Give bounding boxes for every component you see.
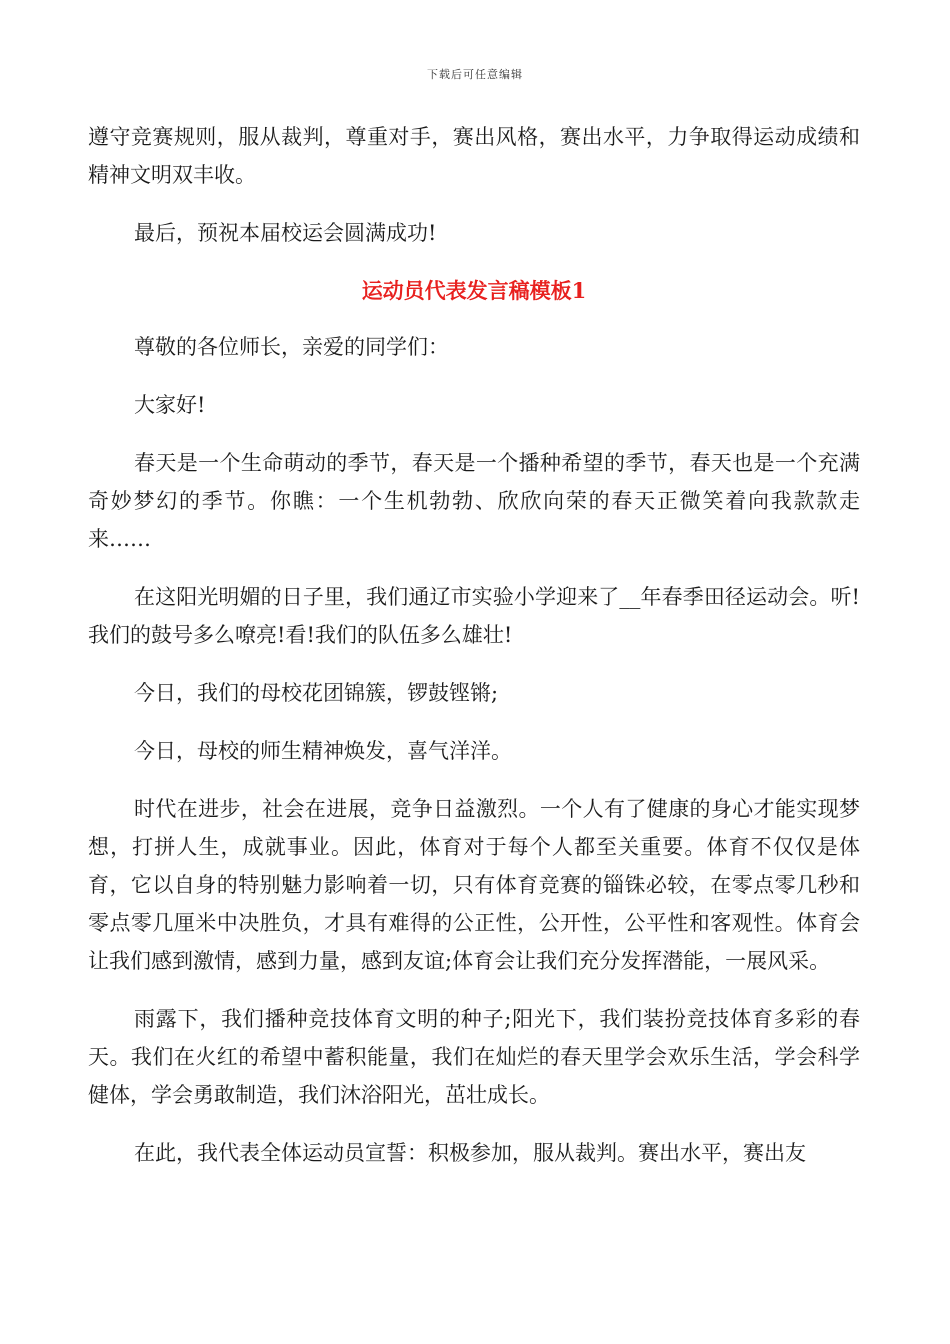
paragraph-7: 今日，我们的母校花团锦簇，锣鼓铿锵; <box>134 681 499 705</box>
paragraph-10: 雨露下，我们播种竞技体育文明的种子;阳光下，我们装扮竞技体育多彩的春天。我们在火红的希望中蓄积能量，我们在灿烂的春天里学会欢乐生活，学会科学健体，学会勇敢制造，我们沐浴阳光，茁壮成长。 <box>88 1007 860 1107</box>
paragraph-6: 在这阳光明媚的日子里，我们通辽市实验小学迎来了__年春季田径运动会。听!我们的鼓号多么嘹亮!看!我们的队伍多么雄壮! <box>88 585 860 647</box>
paragraph-salutation: 尊敬的各位师长，亲爱的同学们： <box>134 335 449 359</box>
paragraph-1: 遵守竞赛规则，服从裁判，尊重对手，赛出风格，赛出水平，力争取得运动成绩和精神文明双丰收。 <box>88 125 860 187</box>
section-heading: 运动员代表发言稿模板1 <box>361 278 587 303</box>
document-body <box>88 118 860 1192</box>
page-header: 下载后可任意编辑 <box>427 68 523 81</box>
paragraph-5: 春天是一个生命萌动的季节，春天是一个播种希望的季节，春天也是一个充满奇妙梦幻的季节。你瞧：一个生机勃勃、欣欣向荣的春天正微笑着向我款款走来…… <box>88 451 860 551</box>
paragraph-11: 在此，我代表全体运动员宣誓：积极参加，服从裁判。赛出水平，赛出友 <box>134 1141 806 1165</box>
paragraph-8: 今日，母校的师生精神焕发，喜气洋洋。 <box>134 739 512 763</box>
paragraph-2: 最后，预祝本届校运会圆满成功! <box>134 221 437 245</box>
paragraph-9: 时代在进步，社会在进展，竞争日益激烈。一个人有了健康的身心才能实现梦想，打拼人生，成就事业。因此，体育对于每个人都至关重要。体育不仅仅是体育，它以自身的特别魅力影响着一切，只有体育竞赛的锱铢必较，在零点零几秒和零点零几厘米中决胜负，才具有难得的公正性，公开性，公平性和客观性。体育会让我们感到激情，感到力量，感到友谊;体育会让我们充分发挥潜能，一展风采。 <box>88 797 860 973</box>
paragraph-greeting: 大家好! <box>134 393 206 417</box>
